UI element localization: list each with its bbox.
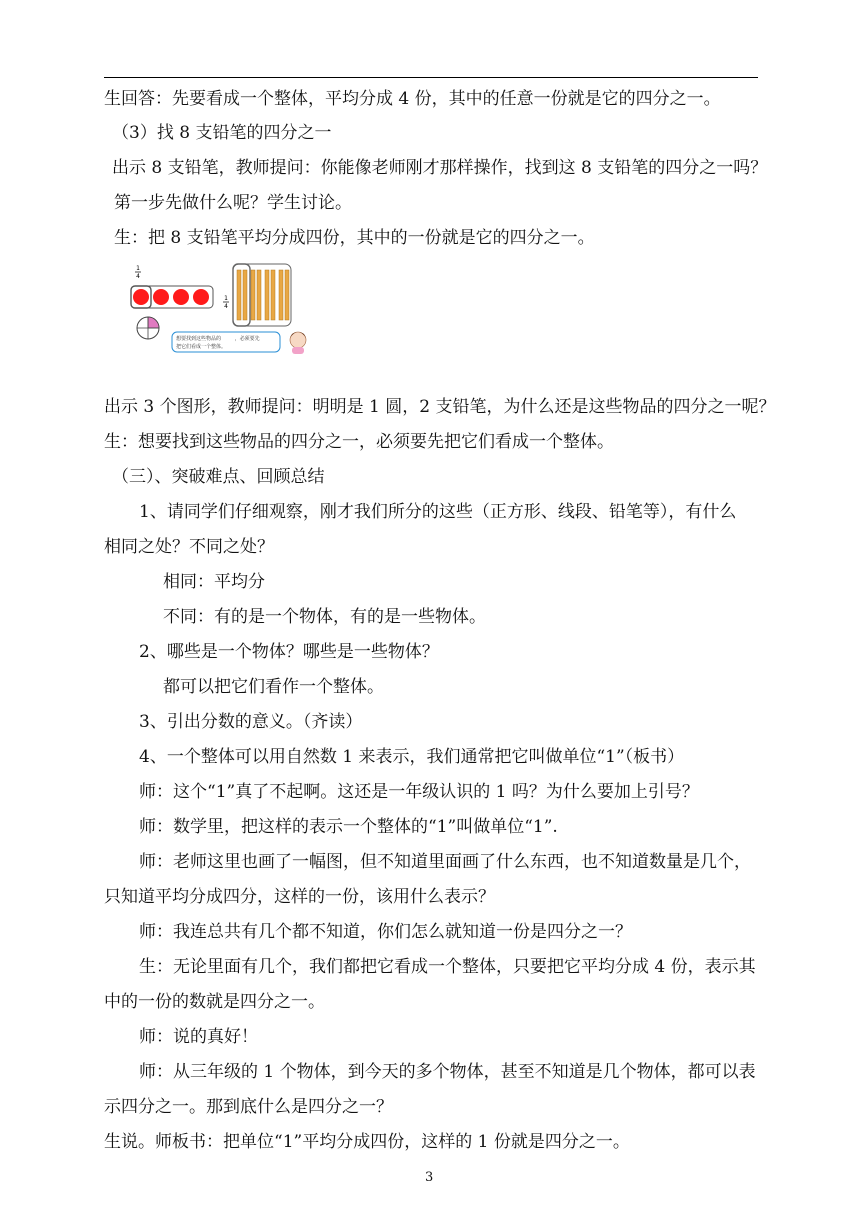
pencil (237, 270, 241, 320)
pencil (285, 270, 289, 320)
text-line: 生：无论里面有几个，我们都把它看成一个整体，只要把它平均分成 4 份，表示其 (139, 957, 756, 977)
fraction-numerator-2: 1 (224, 295, 228, 302)
fraction-denominator-2: 4 (224, 303, 228, 310)
speech-text-2: ，必须要先 (234, 336, 260, 342)
speech-text-1: 想要找到这些物品的 (176, 336, 222, 342)
text-line: 师：从三年级的 1 个物体，到今天的多个物体，甚至不知道是几个物体，都可以表 (139, 1062, 756, 1082)
text-line: 师：数学里，把这样的表示一个整体的“1”叫做单位“1”. (139, 817, 558, 837)
text-line: 相同：平均分 (163, 572, 265, 592)
red-circle (133, 289, 149, 305)
text-line: 生：想要找到这些物品的四分之一，必须要先把它们看成一个整体。 (104, 432, 614, 452)
text-line: 师：说的真好！ (139, 1027, 258, 1047)
text-line: 中的一份的数就是四分之一。 (104, 992, 325, 1012)
text-line: 只知道平均分成四分，这样的一份，该用什么表示？ (104, 887, 495, 907)
speech-text-3: 把它们看成一个整体。 (176, 344, 227, 350)
fraction-illustration (128, 262, 318, 354)
text-line: 4、一个整体可以用自然数 1 来表示，我们通常把它叫做单位“1”（板书） (139, 747, 685, 767)
page-number: 3 (425, 1170, 434, 1185)
header-rule (104, 77, 758, 78)
text-line: 生回答：先要看成一个整体，平均分成 4 份，其中的任意一份就是它的四分之一。 (104, 89, 721, 109)
text-line: 示四分之一。那到底什么是四分之一？ (104, 1097, 393, 1117)
svg-text:想要找到这些物品的 ，必须要先 (176, 335, 260, 342)
quarter-sector (148, 317, 159, 328)
text-line: 2、哪些是一个物体？哪些是一些物体？ (139, 642, 439, 662)
text-line: 不同：有的是一个物体，有的是一些物体。 (163, 607, 486, 627)
text-line: 出示 3 个图形，教师提问：明明是 1 圆，2 支铅笔，为什么还是这些物品的四分之一呢？ (104, 397, 776, 417)
pencil (251, 270, 255, 320)
text-line: 第一步先做什么呢？学生讨论。 (114, 193, 352, 213)
pencil (257, 270, 261, 320)
fraction-denominator: 4 (136, 273, 140, 280)
pencil (243, 270, 247, 320)
girl-cartoon-icon (290, 332, 306, 354)
text-line: 生：把 8 支铅笔平均分成四份，其中的一份就是它的四分之一。 (114, 228, 595, 248)
text-line: 1、请同学们仔细观察，刚才我们所分的这些（正方形、线段、铅笔等），有什么 (139, 502, 737, 522)
text-line: 相同之处？不同之处？ (104, 537, 274, 557)
red-circle (193, 289, 209, 305)
text-line: 师：这个“1”真了不起啊。这还是一年级认识的 1 吗？为什么要加上引号？ (139, 782, 699, 802)
fraction-numerator: 1 (136, 265, 140, 272)
red-circle (173, 289, 189, 305)
section-heading: （3）找 8 支铅笔的四分之一 (112, 123, 332, 143)
section-heading: （三）、突破难点、回顾总结 (112, 467, 325, 487)
red-circle (153, 289, 169, 305)
pencil (279, 270, 283, 320)
text-line: 生说。师板书：把单位“1”平均分成四份，这样的 1 份就是四分之一。 (104, 1132, 630, 1152)
text-line: 都可以把它们看作一个整体。 (163, 677, 384, 697)
pencil (265, 270, 269, 320)
text-line: 3、引出分数的意义。（齐读） (139, 712, 363, 732)
text-line: 师：我连总共有几个都不知道，你们怎么就知道一份是四分之一？ (139, 922, 632, 942)
text-line: 师：老师这里也画了一幅图，但不知道里面画了什么东西，也不知道数量是几个， (139, 852, 751, 872)
pencil (271, 270, 275, 320)
text-line: 出示 8 支铅笔，教师提问：你能像老师刚才那样操作，找到这 8 支铅笔的四分之一吗？ (112, 158, 768, 178)
